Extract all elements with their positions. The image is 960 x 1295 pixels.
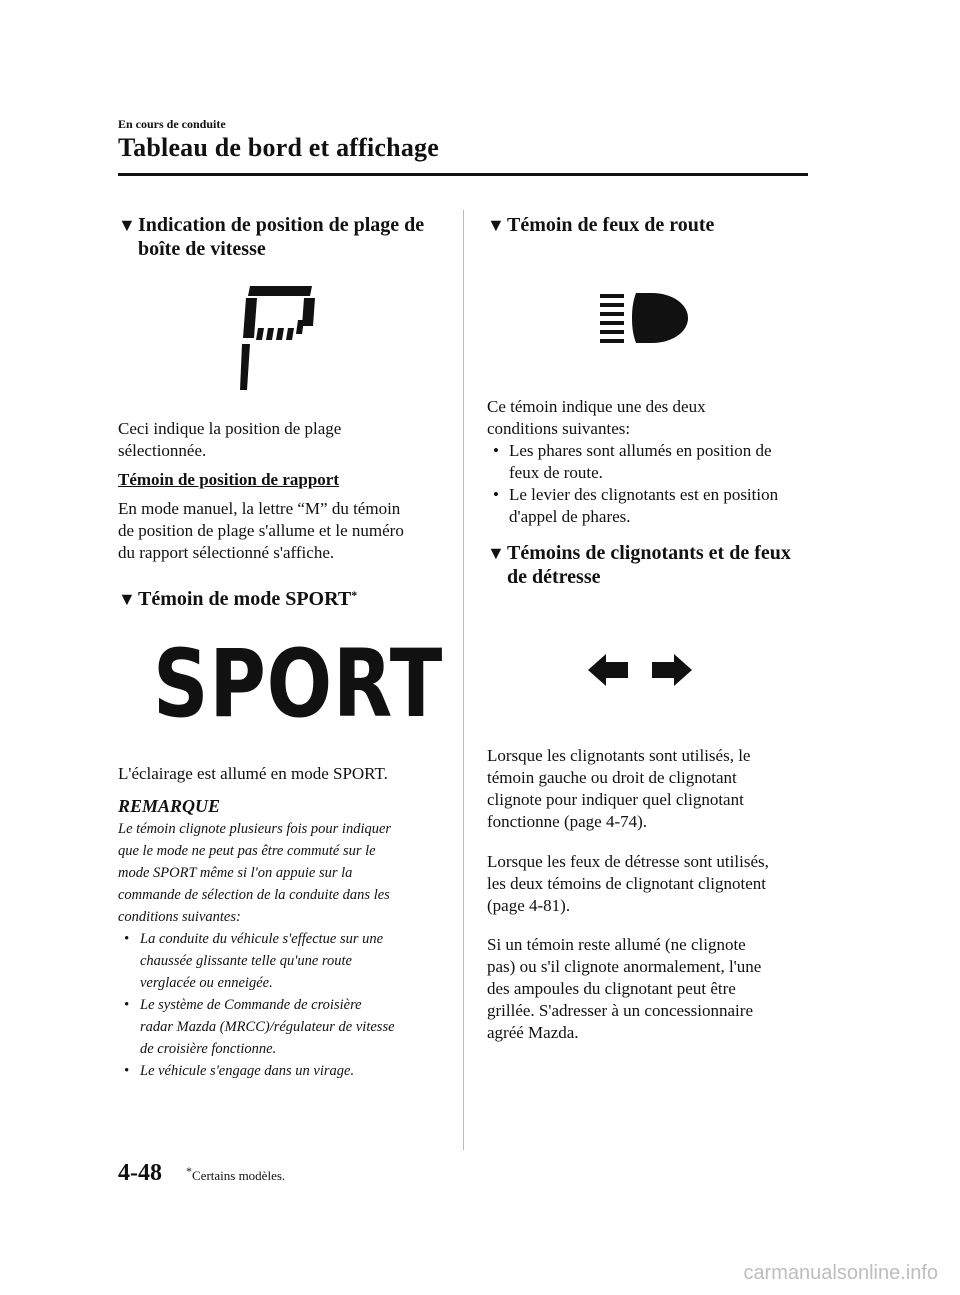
section-triangle-icon: ▼ — [118, 589, 136, 609]
section-high-beam-title: ▼ Témoin de feux de route — [487, 214, 715, 236]
header-rule — [118, 173, 808, 176]
watermark: carmanualsonline.info — [743, 1262, 938, 1284]
column-divider — [463, 210, 464, 1150]
list-item: • Le véhicule s'engage dans un virage. — [118, 1060, 453, 1082]
section-turn-signal-title: ▼ Témoins de clignotants et de feux de détresse — [487, 542, 791, 588]
turn-signal-paragraph-1: Lorsque les clignotants sont utilisés, le témoin gauche ou droit de clignotant clignote pour indiquer quel clignotant fonctionne (page 4-74). — [487, 746, 751, 831]
high-beam-icon — [598, 290, 690, 346]
list-item: • La conduite du véhicule s'effectue sur une chaussée glissante telle qu'une route verglacée ou enneigée. — [118, 928, 453, 994]
page-title: Tableau de bord et affichage — [118, 133, 439, 162]
sport-indicator-icon: SPORT — [153, 630, 444, 739]
subsection-title: Témoin de position de rapport — [118, 470, 340, 489]
section-gear-position-title: ▼ Indication de position de plage de boîte de vitesse — [118, 214, 425, 260]
section-triangle-icon: ▼ — [487, 215, 505, 235]
note-bullet-list — [118, 928, 453, 1082]
section-triangle-icon: ▼ — [118, 215, 136, 235]
high-beam-bullet-list — [487, 440, 817, 528]
footnote: *Certains modèles. — [186, 1164, 286, 1183]
section-high-beam-body: Ce témoin indique une des deux conditions suivantes: • Les phares sont allumés en position de feux de route. • Le levier des clignotants est en position d'appel de phares. — [487, 396, 817, 528]
chapter-label: En cours de conduite — [118, 117, 226, 131]
section-gear-position-body: Ceci indique la position de plage sélectionnée. — [118, 419, 342, 460]
subsection-body: En mode manuel, la lettre “M” du témoin de position de plage s'allume et le numéro du rapport sélectionné s'affiche. — [118, 499, 404, 562]
section-sport-body: L'éclairage est allumé en mode SPORT. — [118, 764, 388, 783]
list-item: • Le système de Commande de croisière radar Mazda (MRCC)/régulateur de vitesse de croisière fonctionne. — [118, 994, 453, 1060]
turn-signal-arrows-icon — [588, 652, 692, 688]
page-number: 4-48 — [118, 1160, 162, 1186]
note-body: Le témoin clignote plusieurs fois pour indiquer que le mode ne peut pas être commuté sur le mode SPORT même si l'on appuie sur la commande de sélection de la conduite dans les conditions suivantes: • La conduite du véhicule s'effectue sur une chaussée glissante telle qu'une route verglacée ou enneigée. • Le système de Commande de croisière radar Mazda (MRCC)/régulateur de vitesse de croisière fonctionne. • Le véhicule s'engage dans un virage. — [118, 818, 453, 1082]
section-sport-title: ▼ Témoin de mode SPORT* — [118, 588, 358, 610]
list-item: • Le levier des clignotants est en position d'appel de phares. — [487, 484, 817, 528]
turn-signal-paragraph-3: Si un témoin reste allumé (ne clignote pas) ou s'il clignote anormalement, l'une des ampoules du clignotant peut être grillée. S'adresser à un concessionnaire agréé Mazda. — [487, 935, 762, 1042]
note-heading: REMARQUE — [118, 796, 221, 816]
section-triangle-icon: ▼ — [487, 543, 505, 563]
gear-position-p-icon — [236, 282, 320, 394]
list-item: • Les phares sont allumés en position de feux de route. — [487, 440, 817, 484]
turn-signal-paragraph-2: Lorsque les feux de détresse sont utilisés, les deux témoins de clignotant clignotent (page 4-81). — [487, 852, 769, 915]
